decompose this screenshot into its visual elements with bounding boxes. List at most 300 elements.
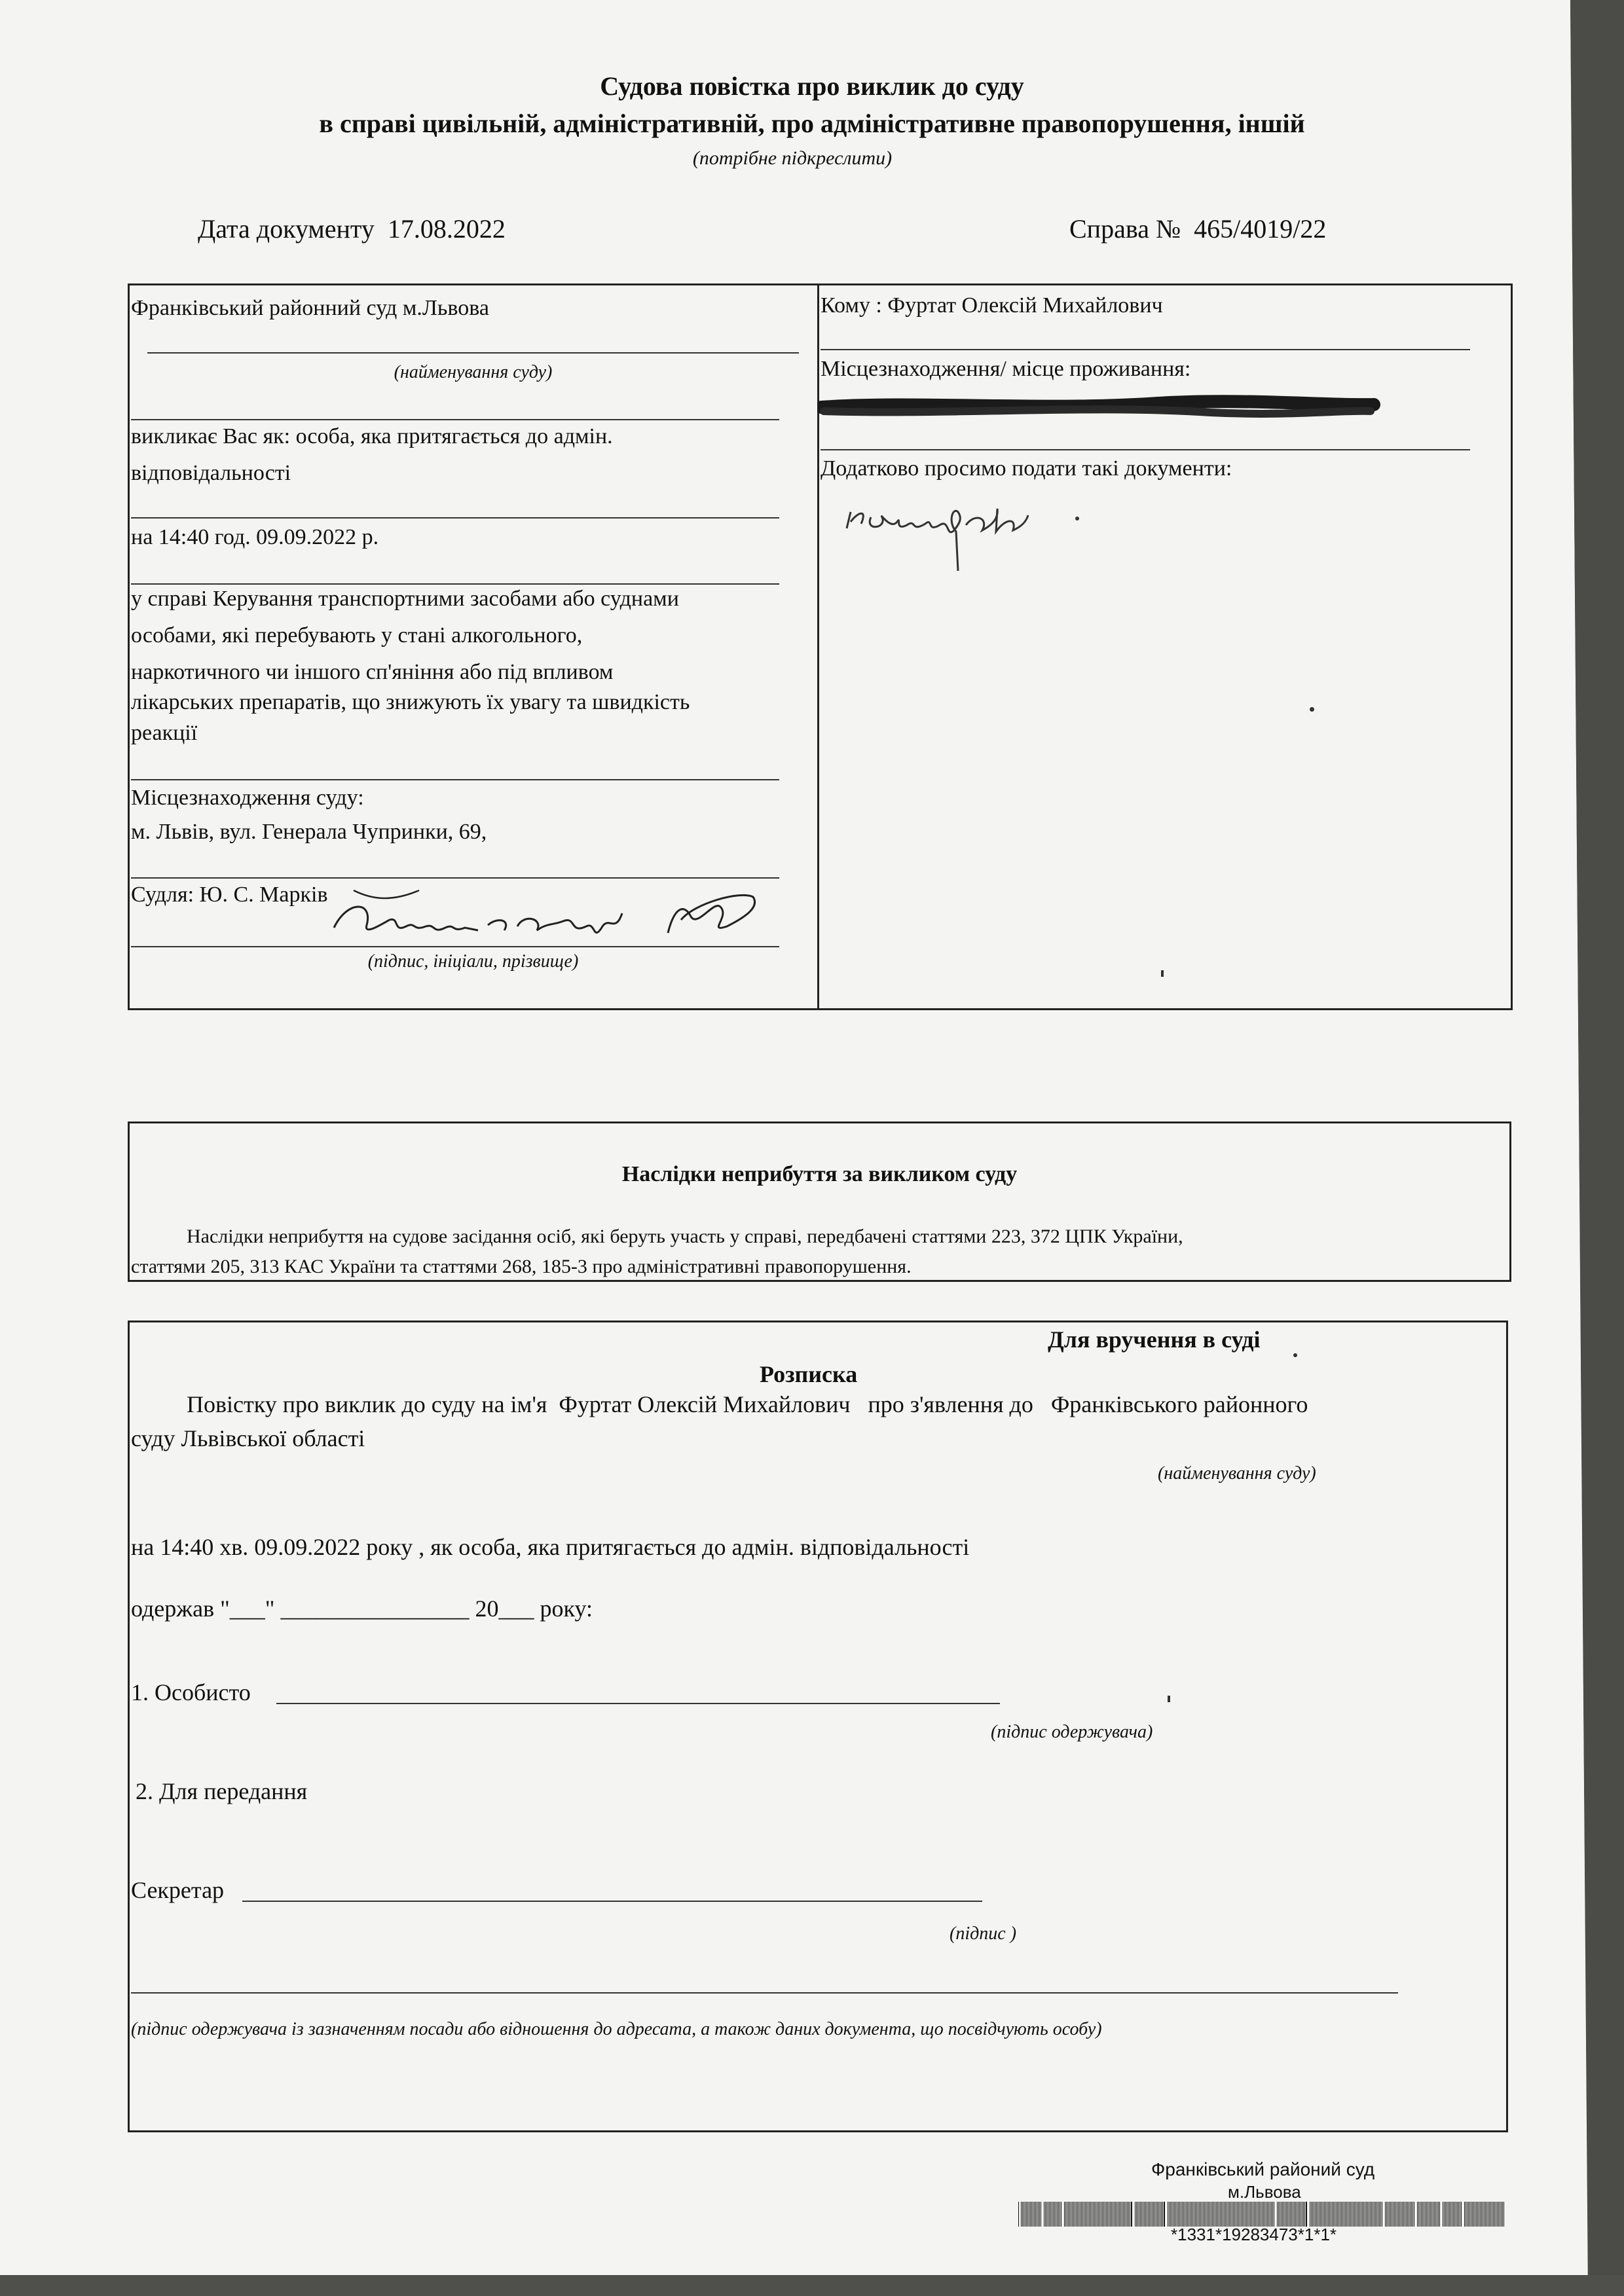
barcode-bar	[1501, 2202, 1502, 2227]
barcode-bar	[1119, 2202, 1120, 2227]
page-subtitle: (потрібне підкреслити)	[692, 147, 893, 169]
barcode-bar	[1402, 2202, 1403, 2227]
recipient-name: Кому : Фуртат Олексій Михайлович	[821, 293, 1163, 318]
barcode-bar	[1262, 2202, 1263, 2227]
barcode-bar	[1098, 2202, 1099, 2227]
barcode-bar	[1431, 2202, 1432, 2227]
summons-role-line2: відповідальності	[131, 461, 291, 485]
barcode-bar	[1390, 2202, 1391, 2227]
barcode-bar	[1099, 2202, 1100, 2227]
barcode-bar	[1233, 2202, 1234, 2227]
page-title-line2: в справі цивільній, адміністративній, про адміністративне правопорушення, іншій	[319, 109, 1305, 138]
barcode-bar	[1124, 2202, 1125, 2227]
barcode-bar	[1298, 2202, 1299, 2227]
barcode-bar	[1481, 2202, 1482, 2227]
barcode-bar	[1255, 2202, 1256, 2227]
barcode-bar	[1417, 2202, 1418, 2227]
receipt-line2: суду Львівської області	[131, 1425, 365, 1451]
barcode-bar	[1149, 2202, 1150, 2227]
hearing-time: на 14:40 год. 09.09.2022 р.	[131, 525, 379, 549]
barcode-bar	[1224, 2202, 1225, 2227]
barcode-bar	[1332, 2202, 1333, 2227]
barcode-bar	[1021, 2202, 1022, 2227]
barcode-bar	[1050, 2202, 1051, 2227]
barcode-bar	[1116, 2202, 1117, 2227]
consequences-text-line1: Наслідки неприбуття на судове засідання осіб, які беруть участь у справі, передбачені статтями 223, 372 ЦПК України,	[187, 1226, 1183, 1247]
secretary-signature-line	[242, 1901, 982, 1902]
barcode-bar	[1246, 2202, 1247, 2227]
divider-line	[131, 419, 779, 420]
barcode-bar	[1324, 2202, 1325, 2227]
court-location-value: м. Львів, вул. Генерала Чупринки, 69,	[131, 820, 487, 844]
barcode-bar	[1162, 2202, 1163, 2227]
barcode-bar	[1473, 2202, 1474, 2227]
barcode-bar	[1354, 2202, 1355, 2227]
divider-line	[131, 583, 779, 585]
barcode-bar	[1022, 2202, 1023, 2227]
receipt-court-caption: (найменування суду)	[1158, 1463, 1316, 1484]
barcode-bar	[1089, 2202, 1090, 2227]
barcode-bar	[1085, 2202, 1086, 2227]
barcode-bar	[1178, 2202, 1179, 2227]
barcode-bar	[1429, 2202, 1430, 2227]
barcode-bar	[1229, 2202, 1230, 2227]
barcode-bar	[1306, 2202, 1307, 2227]
barcode-bar	[1376, 2202, 1377, 2227]
divider-line	[131, 779, 779, 780]
barcode-bar	[1502, 2202, 1503, 2227]
barcode-bar	[1287, 2202, 1288, 2227]
judge-signature-caption: (підпис, ініціали, прізвище)	[367, 951, 579, 972]
barcode-bar	[1220, 2202, 1221, 2227]
barcode-bar	[1336, 2202, 1337, 2227]
barcode-bar	[1345, 2202, 1346, 2227]
divider-line	[131, 517, 779, 519]
barcode-bar	[1199, 2202, 1200, 2227]
barcode-bar	[1068, 2202, 1069, 2227]
barcode-bar	[1407, 2202, 1408, 2227]
barcode-bar	[1341, 2202, 1342, 2227]
barcode-bar	[1342, 2202, 1343, 2227]
barcode-bar	[1430, 2202, 1431, 2227]
barcode-bar	[1034, 2202, 1035, 2227]
barcode-bar	[1031, 2202, 1032, 2227]
barcode-bar	[1410, 2202, 1411, 2227]
page-title: Судова повістка про виклик до суду	[600, 71, 1024, 101]
barcode-bar	[1213, 2202, 1214, 2227]
barcode-bar	[1144, 2202, 1145, 2227]
barcode-bar	[1472, 2202, 1473, 2227]
barcode-bar	[1103, 2202, 1104, 2227]
barcode-bar	[1464, 2202, 1465, 2227]
barcode-bar	[1038, 2202, 1039, 2227]
barcode-bar	[1237, 2202, 1238, 2227]
barcode-bar	[1064, 2202, 1065, 2227]
barcode-bar	[1304, 2202, 1305, 2227]
barcode-bar	[1258, 2202, 1259, 2227]
barcode-bar	[1081, 2202, 1082, 2227]
barcode-bar	[1349, 2202, 1350, 2227]
document-date-value: 17.08.2022	[387, 214, 506, 244]
barcode-bar	[1498, 2202, 1499, 2227]
barcode-bar	[1494, 2202, 1495, 2227]
barcode-bar	[1128, 2202, 1129, 2227]
barcode-bar	[1221, 2202, 1222, 2227]
barcode-bar	[1272, 2202, 1273, 2227]
barcode-bar	[1102, 2202, 1103, 2227]
barcode-bar	[1035, 2202, 1036, 2227]
barcode-bar	[1250, 2202, 1251, 2227]
barcode-bar	[1174, 2202, 1175, 2227]
barcode-bar	[1234, 2202, 1235, 2227]
barcode-bar	[1418, 2202, 1419, 2227]
barcode-bar	[1186, 2202, 1187, 2227]
barcode-bar	[1242, 2202, 1243, 2227]
barcode-bar	[1106, 2202, 1107, 2227]
for-court-label: Для вручення в суді	[1048, 1326, 1261, 1353]
barcode-bar	[1312, 2202, 1313, 2227]
ink-mark	[1168, 1696, 1170, 1702]
barcode-bar	[1439, 2202, 1440, 2227]
barcode-bar	[1115, 2202, 1116, 2227]
barcode-bar	[1090, 2202, 1091, 2227]
divider-line	[131, 877, 779, 879]
barcode-bar	[1291, 2202, 1292, 2227]
case-number	[1069, 213, 1326, 244]
barcode-bar	[1346, 2202, 1347, 2227]
case-subject-line3: наркотичного чи іншого сп'яніння або під впливом	[131, 660, 614, 684]
barcode-bar	[1200, 2202, 1201, 2227]
barcode-bar	[1398, 2202, 1399, 2227]
barcode-bar	[1267, 2202, 1268, 2227]
barcode-bar	[1303, 2202, 1304, 2227]
barcode-bar	[1497, 2202, 1498, 2227]
barcode-bar	[1164, 2202, 1165, 2227]
barcode-bar	[1076, 2202, 1077, 2227]
barcode-bar	[1457, 2202, 1458, 2227]
barcode-bar	[1422, 2202, 1423, 2227]
barcode-bar	[1329, 2202, 1330, 2227]
barcode-bar	[1321, 2202, 1322, 2227]
barcode	[1017, 2202, 1508, 2227]
barcode-bar	[1468, 2202, 1469, 2227]
barcode-bar	[1183, 2202, 1184, 2227]
barcode-bar	[1426, 2202, 1427, 2227]
barcode-bar	[1461, 2202, 1462, 2227]
redacted-address	[817, 392, 1380, 422]
barcode-text: *1331*19283473*1*1*	[1171, 2225, 1337, 2244]
barcode-bar	[1281, 2202, 1282, 2227]
barcode-bar	[1353, 2202, 1354, 2227]
barcode-bar	[1366, 2202, 1367, 2227]
barcode-bar	[1283, 2202, 1284, 2227]
barcode-bar	[1290, 2202, 1291, 2227]
barcode-bar	[1082, 2202, 1083, 2227]
barcode-bar	[1110, 2202, 1111, 2227]
barcode-bar	[1069, 2202, 1070, 2227]
barcode-bar	[1192, 2202, 1193, 2227]
secretary-label: Секретар	[131, 1877, 225, 1903]
receipt-line1-text: Повістку про виклик до суду на ім'я	[187, 1391, 547, 1417]
court-name: Франківський районний суд м.Львова	[131, 296, 489, 320]
receipt-court-name: Франківського районного	[1050, 1391, 1308, 1417]
barcode-bar	[1153, 2202, 1154, 2227]
case-subject-line2: особами, які перебувають у стані алкогольного,	[131, 623, 583, 647]
barcode-bar	[1207, 2202, 1208, 2227]
barcode-bar	[1254, 2202, 1255, 2227]
barcode-bar	[1453, 2202, 1454, 2227]
barcode-bar	[1486, 2202, 1487, 2227]
barcode-bar	[1458, 2202, 1459, 2227]
barcode-bar	[1412, 2202, 1413, 2227]
document-date-label: Дата документу	[198, 214, 375, 244]
barcode-bar	[1385, 2202, 1386, 2227]
barcode-bar	[1435, 2202, 1436, 2227]
barcode-bar	[1445, 2202, 1446, 2227]
barcode-bar	[1411, 2202, 1412, 2227]
barcode-bar	[1123, 2202, 1124, 2227]
barcode-bar	[1399, 2202, 1400, 2227]
barcode-bar	[1127, 2202, 1128, 2227]
barcode-bar	[1375, 2202, 1376, 2227]
barcode-bar	[1045, 2202, 1046, 2227]
scan-bottom-edge	[0, 2275, 1624, 2296]
barcode-bar	[1157, 2202, 1158, 2227]
barcode-bar	[1315, 2202, 1316, 2227]
handwritten-note	[841, 492, 1103, 577]
court-name-caption: (найменування суду)	[394, 362, 553, 382]
divider-line	[821, 349, 1470, 350]
barcode-bar	[1136, 2202, 1137, 2227]
barcode-bar	[1241, 2202, 1242, 2227]
recipient-full-signature-line	[131, 1992, 1398, 1994]
barcode-bar	[1295, 2202, 1296, 2227]
barcode-bar	[1282, 2202, 1283, 2227]
barcode-bar	[1444, 2202, 1445, 2227]
barcode-bar	[1245, 2202, 1246, 2227]
receipt-recipient-name: Фуртат Олексій Михайлович	[559, 1391, 851, 1417]
barcode-bar	[1320, 2202, 1321, 2227]
barcode-bar	[1073, 2202, 1074, 2227]
barcode-bar	[1247, 2202, 1248, 2227]
ink-mark	[1161, 970, 1164, 977]
barcode-bar	[1395, 2202, 1396, 2227]
barcode-bar	[1191, 2202, 1192, 2227]
personal-delivery-label: 1. Особисто	[131, 1679, 251, 1705]
barcode-bar	[1337, 2202, 1338, 2227]
barcode-bar	[1358, 2202, 1359, 2227]
case-number-label: Справа №	[1069, 214, 1181, 244]
receipt-time-line: на 14:40 хв. 09.09.2022 року , як особа, яка притягається до адмін. відповідальності	[131, 1534, 970, 1560]
barcode-bar	[1230, 2202, 1231, 2227]
barcode-bar	[1371, 2202, 1372, 2227]
barcode-bar	[1225, 2202, 1226, 2227]
recipient-signature-caption: (підпис одержувача)	[991, 1722, 1153, 1742]
barcode-bar	[1148, 2202, 1149, 2227]
barcode-bar	[1480, 2202, 1481, 2227]
barcode-bar	[1311, 2202, 1312, 2227]
barcode-bar	[1263, 2202, 1264, 2227]
barcode-bar	[1161, 2202, 1162, 2227]
barcode-bar	[1204, 2202, 1205, 2227]
barcode-bar	[1386, 2202, 1387, 2227]
barcode-bar	[1434, 2202, 1435, 2227]
barcode-bar	[1251, 2202, 1252, 2227]
barcode-bar	[1209, 2202, 1210, 2227]
barcode-bar	[1212, 2202, 1213, 2227]
barcode-bar	[1425, 2202, 1426, 2227]
barcode-bar	[1421, 2202, 1422, 2227]
barcode-bar	[1094, 2202, 1095, 2227]
barcode-bar	[1187, 2202, 1188, 2227]
barcode-bar	[1370, 2202, 1371, 2227]
barcode-bar	[1271, 2202, 1272, 2227]
barcode-bar	[1328, 2202, 1329, 2227]
barcode-bar	[1208, 2202, 1209, 2227]
barcode-bar	[1065, 2202, 1066, 2227]
barcode-bar	[1120, 2202, 1121, 2227]
court-location-label: Місцезнаходження суду:	[131, 786, 364, 810]
barcode-bar	[1277, 2202, 1278, 2227]
barcode-bar	[1403, 2202, 1404, 2227]
document-date	[198, 213, 506, 244]
barcode-bar	[1140, 2202, 1141, 2227]
receipt-footer-note: (підпис одержувача із зазначенням посади або відношення до адресата, а також даних документа, що посвідчують особу)	[131, 2019, 1102, 2039]
barcode-bar	[1333, 2202, 1334, 2227]
barcode-bar	[1039, 2202, 1040, 2227]
case-subject-line4: лікарських препаратів, що знижують їх увагу та швидкість	[131, 690, 690, 714]
barcode-bar	[1058, 2202, 1059, 2227]
barcode-bar	[1158, 2202, 1159, 2227]
judge-signature	[327, 887, 773, 949]
barcode-bar	[1450, 2202, 1451, 2227]
barcode-bar	[1438, 2202, 1439, 2227]
barcode-bar	[1338, 2202, 1339, 2227]
barcode-bar	[1363, 2202, 1364, 2227]
signature-line	[131, 946, 779, 947]
barcode-bar	[1046, 2202, 1047, 2227]
barcode-bar	[1086, 2202, 1087, 2227]
judge-name: Судля: Ю. С. Марків	[131, 883, 328, 907]
barcode-bar	[1077, 2202, 1078, 2227]
ink-dot	[1310, 707, 1314, 712]
barcode-bar	[1145, 2202, 1146, 2227]
case-number-value: 465/4019/22	[1194, 214, 1327, 244]
barcode-bar	[1406, 2202, 1407, 2227]
barcode-bar	[1169, 2202, 1170, 2227]
residence-label: Місцезнаходження/ місце проживання:	[821, 357, 1191, 381]
stamp-court-line2: м.Львова	[1228, 2182, 1301, 2202]
case-subject-line1: у справі Керування транспортними засобами або суднами	[131, 587, 679, 611]
barcode-bar	[1093, 2202, 1094, 2227]
personal-signature-line	[276, 1703, 1000, 1704]
barcode-bar	[1449, 2202, 1450, 2227]
barcode-bar	[1141, 2202, 1142, 2227]
barcode-bar	[1072, 2202, 1073, 2227]
barcode-bar	[1454, 2202, 1455, 2227]
barcode-bar	[1216, 2202, 1217, 2227]
barcode-bar	[1195, 2202, 1196, 2227]
barcode-bar	[1350, 2202, 1351, 2227]
receipt-title: Розписка	[760, 1361, 858, 1387]
receipt-line1	[187, 1391, 1308, 1418]
barcode-bar	[1374, 2202, 1375, 2227]
barcode-bar	[1196, 2202, 1197, 2227]
court-name-underline	[147, 352, 799, 354]
stamp-court-line1: Франківський районий суд	[1151, 2159, 1375, 2179]
barcode-bar	[1448, 2202, 1449, 2227]
receipt-line1-text2: про з'явлення до	[868, 1391, 1033, 1417]
secretary-signature-caption: (підпис )	[950, 1923, 1017, 1944]
divider-line	[821, 449, 1470, 450]
case-subject-line5: реакції	[131, 721, 198, 745]
barcode-bar	[1182, 2202, 1183, 2227]
barcode-bar	[1278, 2202, 1279, 2227]
barcode-bar	[1203, 2202, 1204, 2227]
barcode-bar	[1489, 2202, 1490, 2227]
barcode-bar	[1114, 2202, 1115, 2227]
barcode-bar	[1054, 2202, 1055, 2227]
barcode-bar	[1493, 2202, 1494, 2227]
barcode-bar	[1107, 2202, 1108, 2227]
barcode-bar	[1175, 2202, 1176, 2227]
barcode-bar	[1018, 2202, 1019, 2227]
consequences-text-line2: статтями 205, 313 КАС України та статтями 268, 185-3 про адміністративні правопорушення.	[131, 1256, 912, 1277]
received-date-line: одержав "___" ________________ 20___ року:	[131, 1595, 593, 1622]
barcode-bar	[1319, 2202, 1320, 2227]
barcode-bar	[1268, 2202, 1269, 2227]
barcode-bar	[1389, 2202, 1390, 2227]
barcode-bar	[1316, 2202, 1317, 2227]
barcode-bar	[1111, 2202, 1112, 2227]
barcode-bar	[1154, 2202, 1155, 2227]
barcode-bar	[1179, 2202, 1180, 2227]
barcode-bar	[1152, 2202, 1153, 2227]
documents-request-label: Додатково просимо подати такі документи:	[821, 456, 1232, 481]
summons-role-line1: викликає Вас як: особа, яка притягається до адмін.	[131, 424, 613, 448]
barcode-bar	[1238, 2202, 1239, 2227]
barcode-bar	[1299, 2202, 1300, 2227]
barcode-bar	[1367, 2202, 1368, 2227]
barcode-bar	[1131, 2202, 1132, 2227]
ink-dot	[1293, 1353, 1297, 1357]
barcode-bar	[1359, 2202, 1360, 2227]
barcode-bar	[1476, 2202, 1477, 2227]
barcode-bar	[1490, 2202, 1491, 2227]
barcode-bar	[1477, 2202, 1478, 2227]
barcode-bar	[1325, 2202, 1326, 2227]
transfer-label: 2. Для передання	[136, 1778, 308, 1804]
barcode-bar	[1379, 2202, 1380, 2227]
barcode-bar	[1137, 2202, 1138, 2227]
barcode-bar	[1053, 2202, 1054, 2227]
barcode-bar	[1027, 2202, 1028, 2227]
barcode-bar	[1264, 2202, 1265, 2227]
barcode-bar	[1362, 2202, 1363, 2227]
consequences-title: Наслідки неприбуття за викликом суду	[621, 1162, 1018, 1186]
barcode-bar	[1394, 2202, 1395, 2227]
barcode-bar	[1485, 2202, 1486, 2227]
barcode-bar	[1026, 2202, 1027, 2227]
barcode-bar	[1286, 2202, 1287, 2227]
barcode-bar	[1049, 2202, 1050, 2227]
barcode-bar	[1484, 2202, 1485, 2227]
barcode-bar	[1294, 2202, 1295, 2227]
barcode-bar	[1030, 2202, 1031, 2227]
barcode-bar	[1469, 2202, 1470, 2227]
barcode-bar	[1097, 2202, 1098, 2227]
barcode-bar	[1170, 2202, 1171, 2227]
